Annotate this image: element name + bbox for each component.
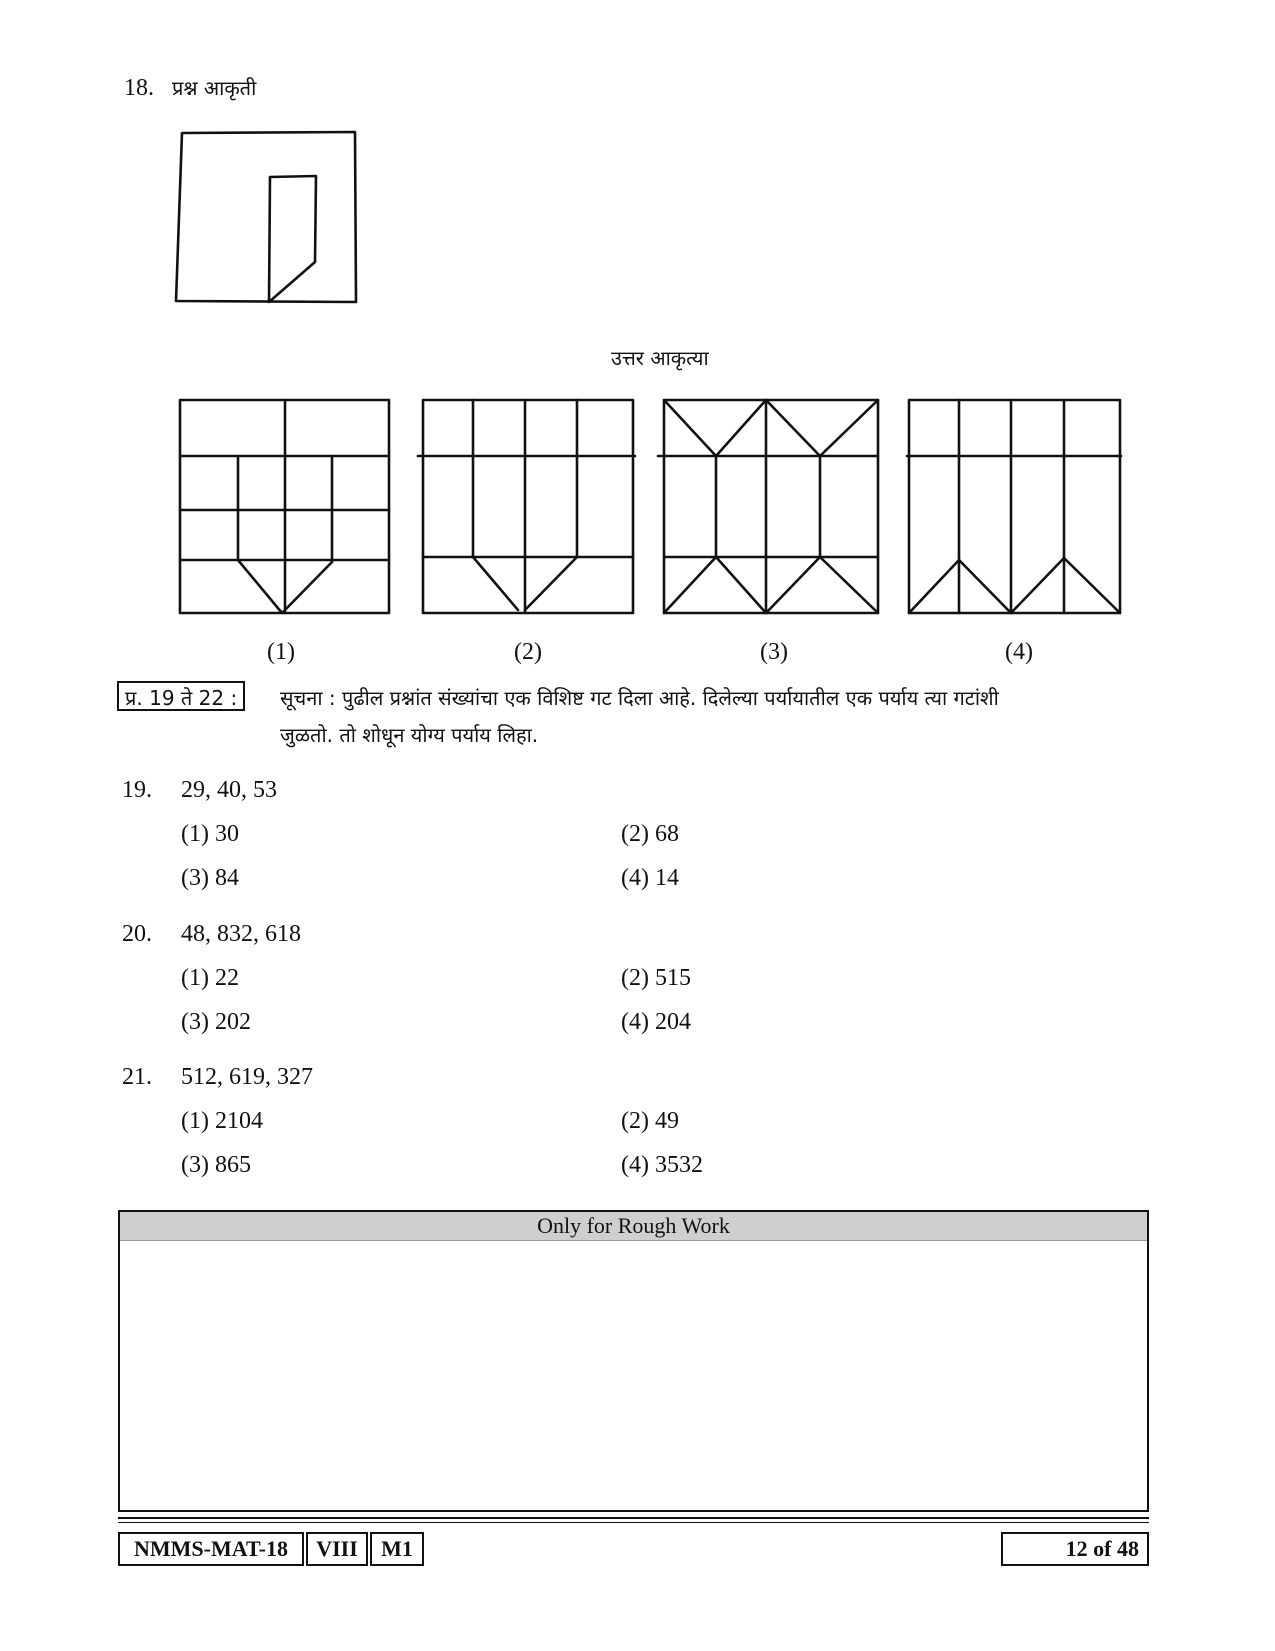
- rough-work-box[interactable]: [118, 1210, 1149, 1512]
- question-figure: [170, 125, 360, 310]
- q19-option-4[interactable]: (4) 14: [621, 865, 679, 891]
- q19-number: 19.: [122, 777, 152, 803]
- q18-number: 18.: [124, 75, 154, 101]
- question-figure-inner-shape: [269, 176, 316, 302]
- footer-exam-code: NMMS-MAT-18: [118, 1532, 304, 1566]
- q20-text: 48, 832, 618: [181, 921, 301, 947]
- q21-option-2[interactable]: (2) 49: [621, 1108, 679, 1134]
- footer-code-group: [118, 1532, 424, 1566]
- q20-option-2[interactable]: (2) 515: [621, 965, 691, 991]
- instruction-range: प्र. 19 ते 22 :: [125, 686, 238, 710]
- footer-page-number: 12 of 48: [1001, 1532, 1149, 1566]
- q21-text: 512, 619, 327: [181, 1064, 313, 1090]
- instruction-line-1: सूचना : पुढील प्रश्नांत संख्यांचा एक विशिष्ट गट दिला आहे. दिलेल्या पर्यायातील एक पर्याय त्या गटांशी: [280, 686, 999, 710]
- q19-option-3[interactable]: (3) 84: [181, 865, 239, 891]
- rough-work-title: Only for Rough Work: [120, 1212, 1147, 1241]
- q18-label: प्रश्न आकृती: [172, 76, 257, 100]
- answer-figure-4[interactable]: [909, 400, 1121, 614]
- q20-number: 20.: [122, 921, 152, 947]
- q21-number: 21.: [122, 1064, 152, 1090]
- answer-option-1-label: (1): [267, 639, 295, 665]
- footer-rule-thin: [118, 1522, 1149, 1523]
- q21-option-1[interactable]: (1) 2104: [181, 1108, 263, 1134]
- q19-option-1[interactable]: (1) 30: [181, 821, 239, 847]
- answer-option-3-label: (3): [760, 639, 788, 665]
- answer-figure-2[interactable]: [423, 400, 633, 614]
- instruction-line-2: जुळतो. तो शोधून योग्य पर्याय लिहा.: [280, 723, 539, 747]
- q20-option-4[interactable]: (4) 204: [621, 1009, 691, 1035]
- answer-figure-1[interactable]: [180, 400, 390, 614]
- answer-option-2-label: (2): [514, 639, 542, 665]
- answer-figures-heading: उत्तर आकृत्या: [611, 346, 709, 370]
- q20-option-1[interactable]: (1) 22: [181, 965, 239, 991]
- footer-class: VIII: [306, 1532, 368, 1566]
- q19-text: 29, 40, 53: [181, 777, 277, 803]
- instruction-range-box: [117, 681, 245, 711]
- q21-option-3[interactable]: (3) 865: [181, 1152, 251, 1178]
- q19-option-2[interactable]: (2) 68: [621, 821, 679, 847]
- footer-rule: [118, 1517, 1149, 1519]
- question-figure-outer-square: [176, 132, 356, 302]
- answer-option-4-label: (4): [1005, 639, 1033, 665]
- footer-medium: M1: [370, 1532, 424, 1566]
- q20-option-3[interactable]: (3) 202: [181, 1009, 251, 1035]
- q21-option-4[interactable]: (4) 3532: [621, 1152, 703, 1178]
- answer-figure-3[interactable]: [664, 400, 879, 614]
